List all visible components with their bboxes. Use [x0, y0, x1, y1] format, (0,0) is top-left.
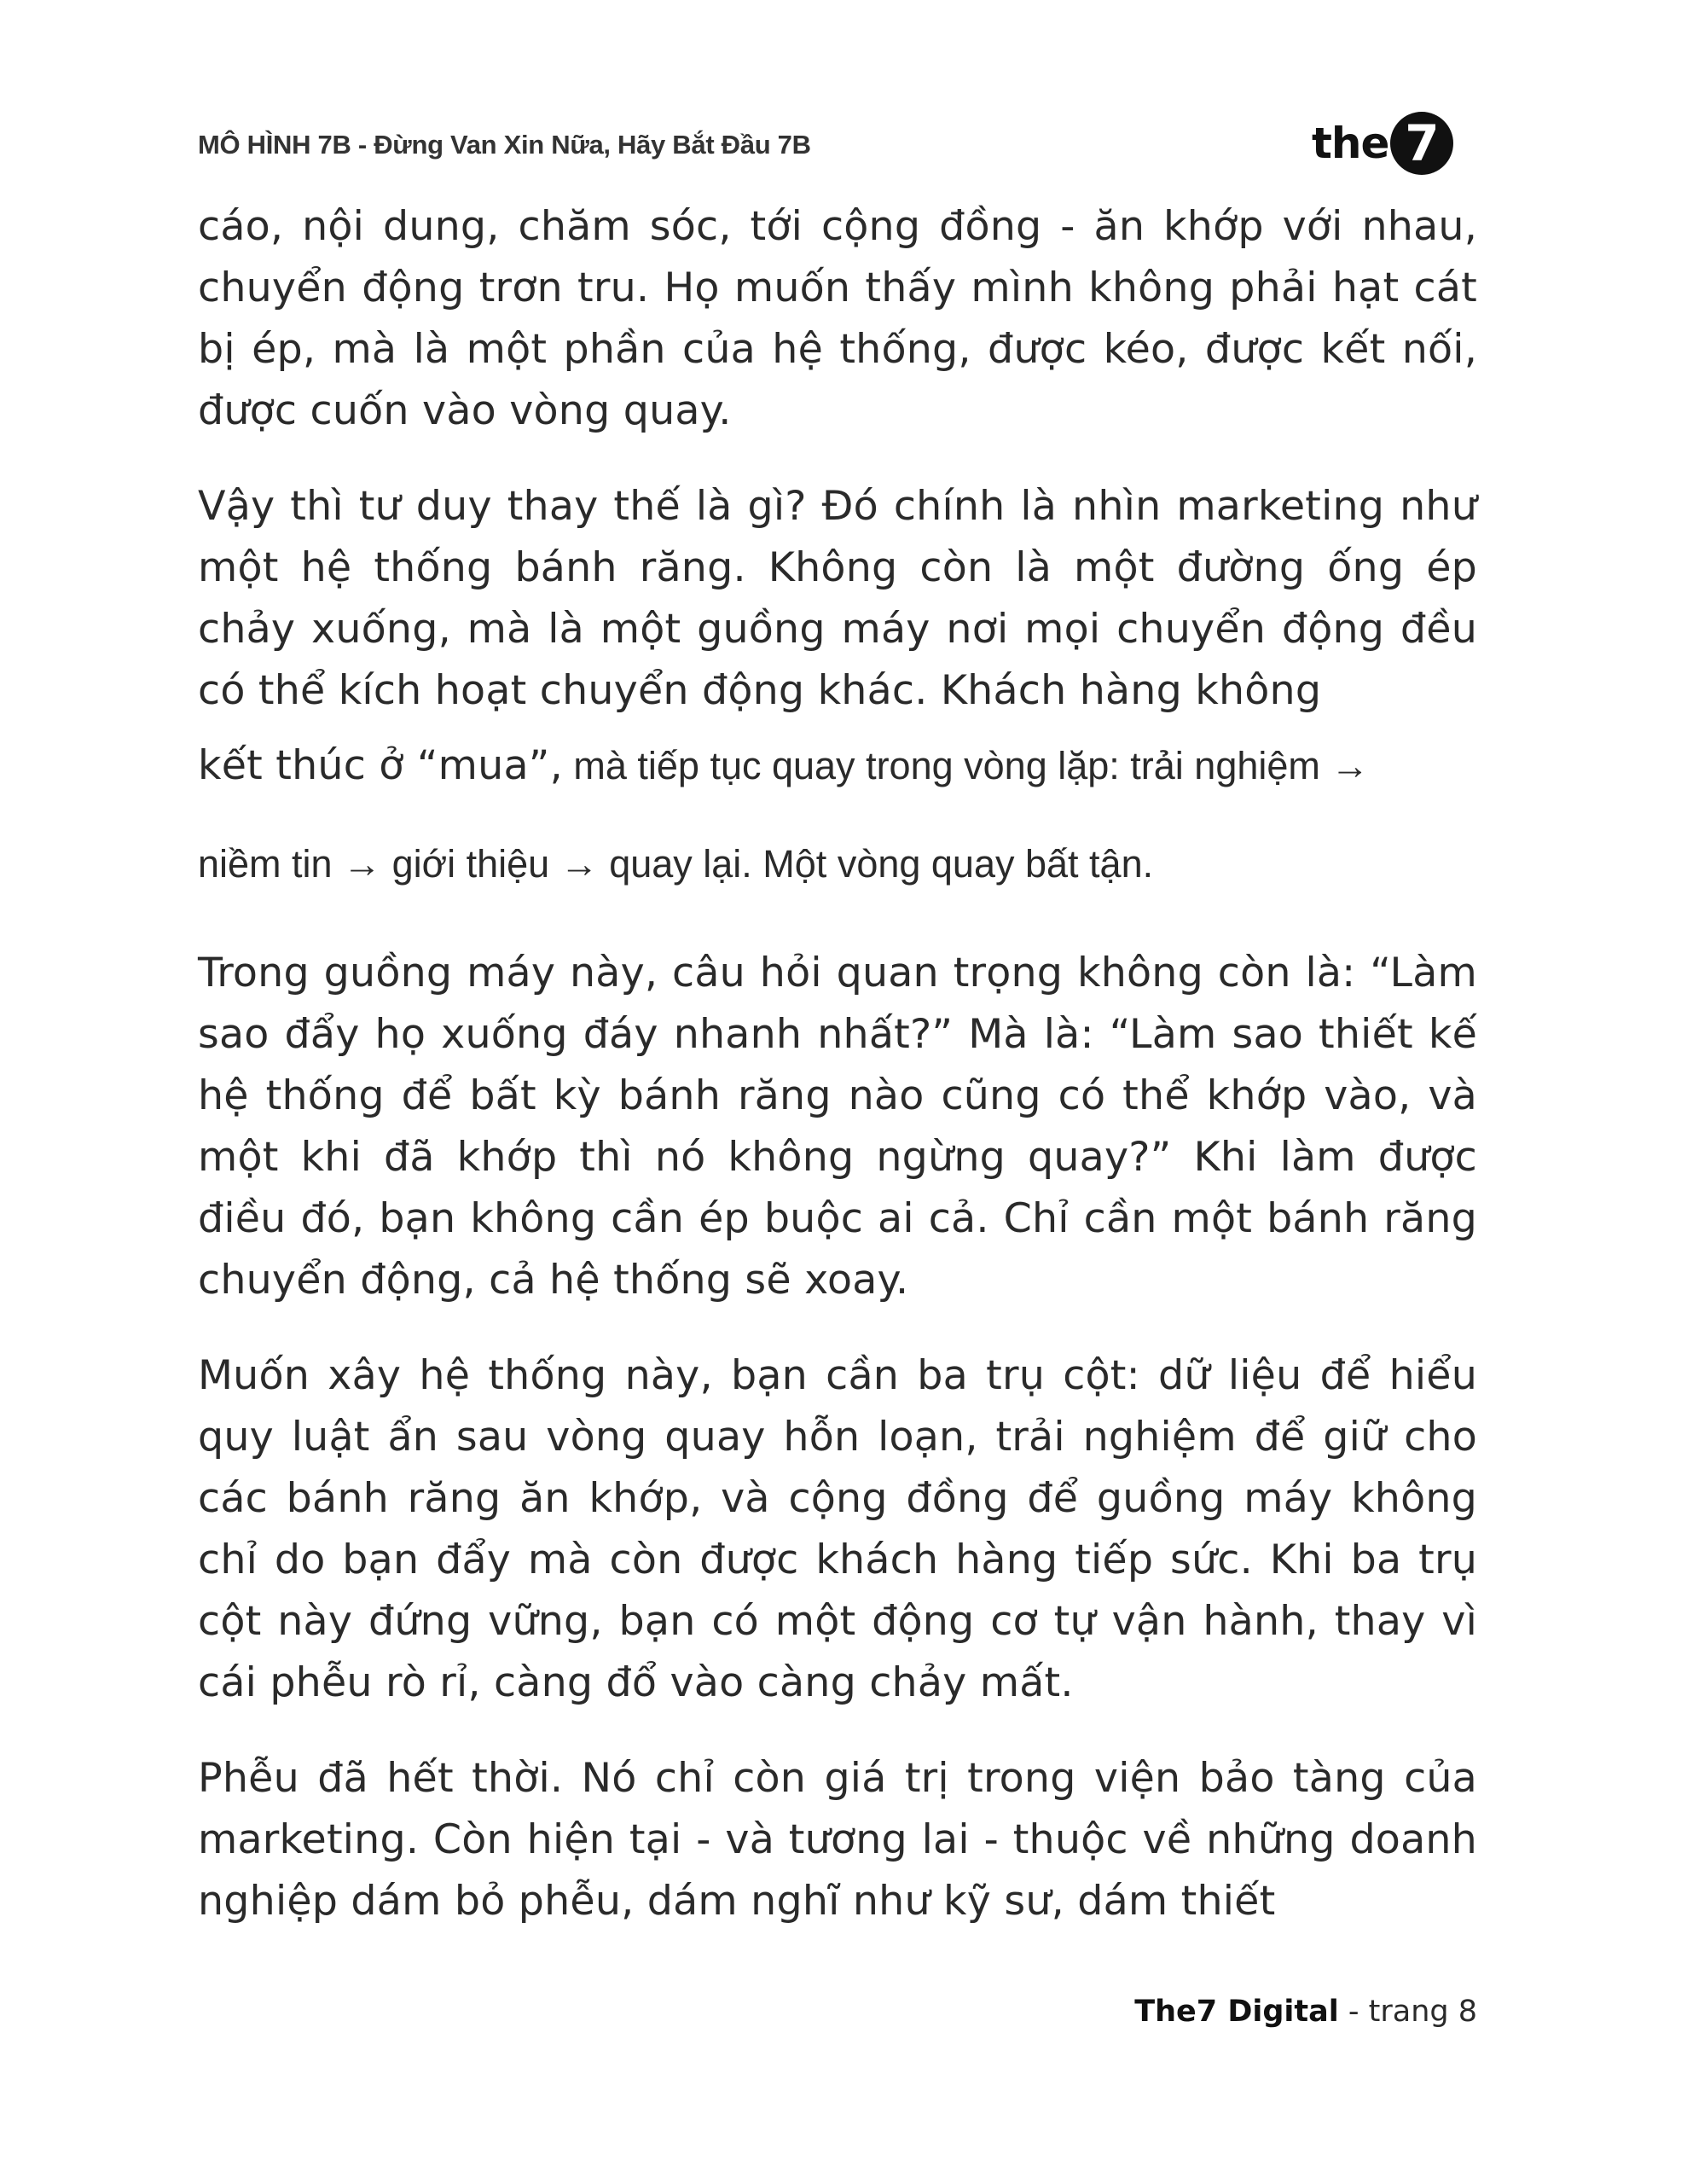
paragraph-2-line-6: niềm tin → giới thiệu → quay lại. Một vòng quay bất tận.: [198, 842, 1154, 886]
paragraph-2-line-5: [198, 722, 1477, 820]
footer-page-number: - trang 8: [1338, 1995, 1477, 2029]
footer-brand: The7 Digital: [1134, 1995, 1339, 2029]
paragraph-2-main: Vậy thì tư duy thay thế là gì? Đó chính là nhìn marketing như một hệ thống bánh răng. Không còn là một đường ống ép chảy xuống, mà là một guồng máy nơi mọi chuyển động đều có thể kích hoạt chuyển động khác. Khách hàng không: [198, 483, 1477, 714]
paragraph-4: Muốn xây hệ thống này, bạn cần ba trụ cột: dữ liệu để hiểu quy luật ẩn sau vòng quay hỗn loạn, trải nghiệm để giữ cho các bánh răng ăn khớp, và cộng đồng để guồng máy không chỉ do bạn đẩy mà còn được khách hàng tiếp sức. Khi ba trụ cột này đứng vững, bạn có một động cơ tự vận hành, thay vì cái phễu rò rỉ, càng đổ vào càng chảy mất.: [198, 1352, 1477, 1706]
paragraph-2-line-5-end: mà tiếp tục quay trong vòng lặp: trải nghiệm →: [562, 744, 1370, 787]
page-body: [198, 196, 1477, 1966]
document-header-title: MÔ HÌNH 7B - Đừng Van Xin Nữa, Hãy Bắt Đầu 7B: [198, 130, 811, 160]
paragraph-1: cáo, nội dung, chăm sóc, tới cộng đồng - ăn khớp với nhau, chuyển động trơn tru. Họ muốn thấy mình không phải hạt cát bị ép, mà là một phần của hệ thống, được kéo, được kết nối, được cuốn vào vòng quay.: [198, 203, 1477, 434]
paragraph-5: Phễu đã hết thời. Nó chỉ còn giá trị trong viện bảo tàng của marketing. Còn hiện tại - và tương lai - thuộc về những doanh nghiệp dám bỏ phễu, dám nghĩ như kỹ sư, dám thiết: [198, 1755, 1477, 1925]
the7-logo: [1312, 109, 1453, 177]
paragraph-3: Trong guồng máy này, câu hỏi quan trọng không còn là: “Làm sao đẩy họ xuống đáy nhanh nhất?” Mà là: “Làm sao thiết kế hệ thống để bất kỳ bánh răng nào cũng có thể khớp vào, và một khi đã khớp thì nó không ngừng quay?” Khi làm được điều đó, bạn không cần ép buộc ai cả. Chỉ cần một bánh răng chuyển động, cả hệ thống sẽ xoay.: [198, 950, 1477, 1304]
logo-seven-badge-icon: 7: [1390, 112, 1453, 175]
paragraph-2-line-5-start: kết thúc ở “mua”,: [198, 742, 563, 789]
paragraph-2: [198, 476, 1477, 909]
logo-wordmark: the: [1312, 119, 1389, 168]
page-footer: [1134, 1995, 1477, 2029]
